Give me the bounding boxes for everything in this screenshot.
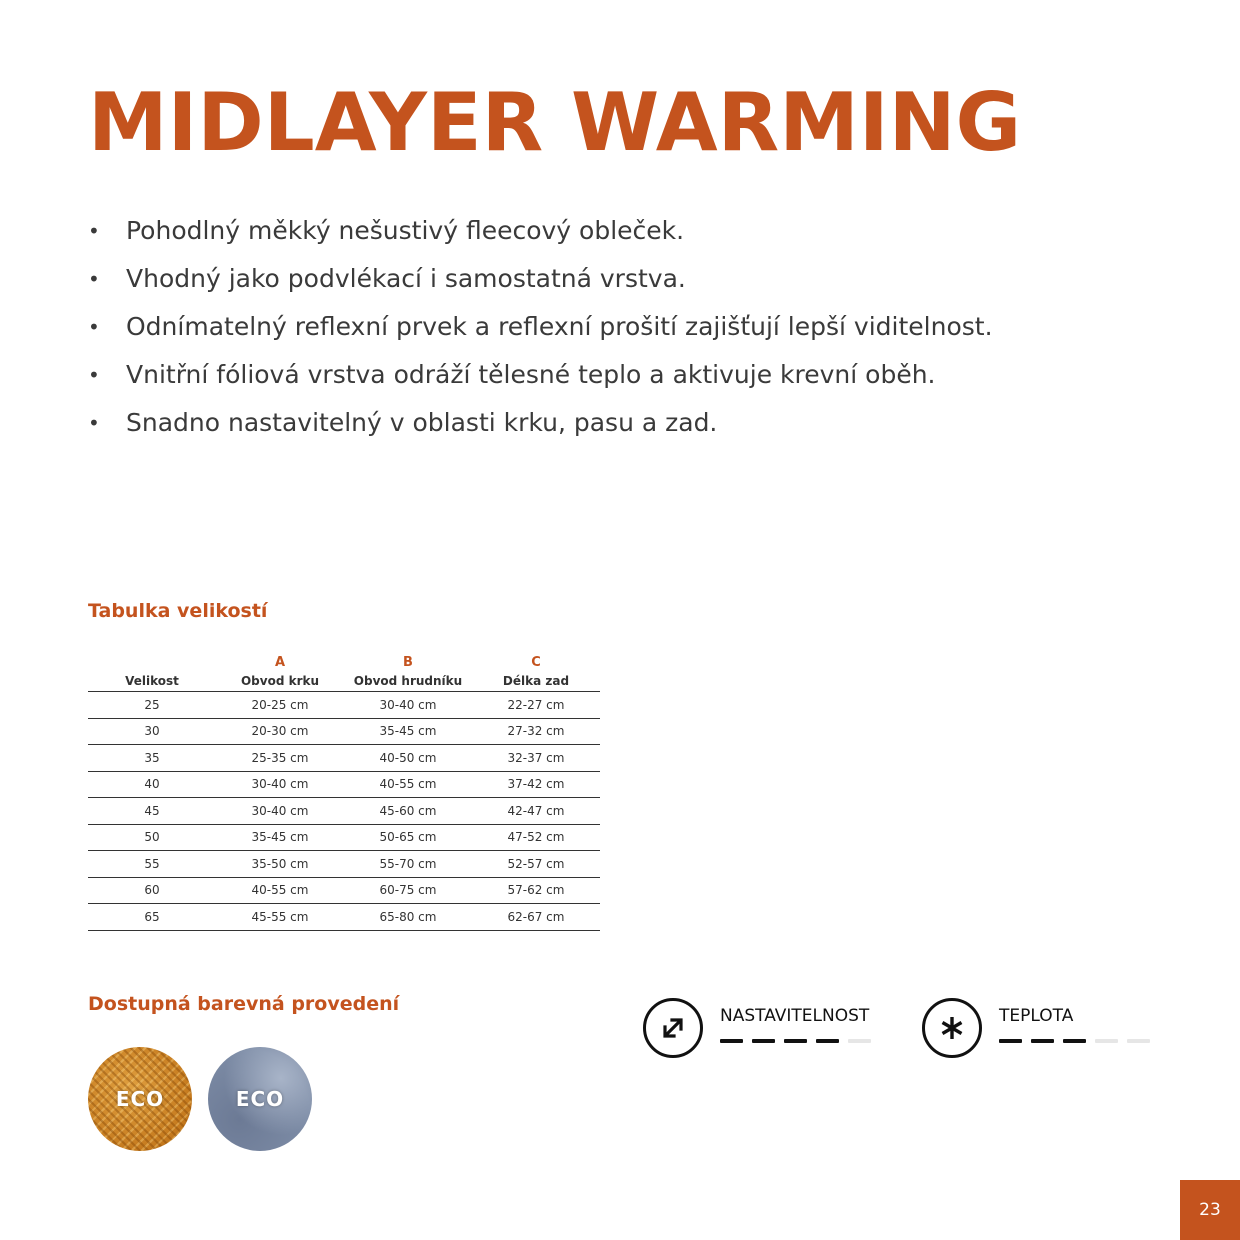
table-row: [88, 851, 600, 878]
table-cell: 55: [88, 851, 216, 878]
list-item: • Vhodný jako podvlékací i samostatná vrstva.: [88, 255, 1088, 303]
table-cell: 27-32 cm: [472, 718, 600, 745]
eco-label: ECO: [235, 1087, 285, 1111]
table-row: [88, 718, 600, 745]
table-cell: 22-27 cm: [472, 692, 600, 719]
table-cell: 40: [88, 771, 216, 798]
table-row: [88, 692, 600, 719]
table-cell: 20-30 cm: [216, 718, 344, 745]
table-cell: 40-55 cm: [344, 771, 472, 798]
level-dash-filled: [1031, 1039, 1054, 1043]
list-item: • Pohodlný měkký nešustivý fleecový obleček.: [88, 207, 1088, 255]
table-cell: 30: [88, 718, 216, 745]
table-cell: 60: [88, 877, 216, 904]
color-swatch-grey: [208, 1047, 312, 1151]
table-row: [88, 745, 600, 772]
size-table-title: Tabulka velikostí: [88, 600, 268, 622]
level-dash-filled: [752, 1039, 775, 1043]
table-cell: 57-62 cm: [472, 877, 600, 904]
table-cell: 25-35 cm: [216, 745, 344, 772]
table-cell: 47-52 cm: [472, 824, 600, 851]
table-row: [88, 798, 600, 825]
list-item: • Snadno nastavitelný v oblasti krku, pasu a zad.: [88, 399, 1088, 447]
feature-list: [88, 207, 1088, 447]
table-cell: 20-25 cm: [216, 692, 344, 719]
table-cell: 40-55 cm: [216, 877, 344, 904]
column-letter: C: [531, 655, 541, 670]
table-cell: 30-40 cm: [344, 692, 472, 719]
level-dash-filled: [816, 1039, 839, 1043]
column-letter: [88, 650, 216, 670]
level-indicator: [720, 1039, 871, 1043]
table-cell: 50-65 cm: [344, 824, 472, 851]
level-dash-filled: [999, 1039, 1022, 1043]
feature-label: TEPLOTA: [999, 1006, 1074, 1026]
table-row: [88, 877, 600, 904]
table-cell: 35-45 cm: [216, 824, 344, 851]
table-cell: 62-67 cm: [472, 904, 600, 931]
table-cell: 42-47 cm: [472, 798, 600, 825]
table-row: [88, 824, 600, 851]
page-title: MIDLAYER WARMING: [88, 76, 1022, 169]
table-cell: 32-37 cm: [472, 745, 600, 772]
color-swatch-orange: [88, 1047, 192, 1151]
table-cell: 35-45 cm: [344, 718, 472, 745]
snowflake-icon: [922, 998, 982, 1058]
list-item: • Odnímatelný reflexní prvek a reflexní prošití zajišťují lepší viditelnost.: [88, 303, 1088, 351]
colors-title: Dostupná barevná provedení: [88, 993, 400, 1015]
table-cell: 30-40 cm: [216, 798, 344, 825]
page-number: 23: [1180, 1180, 1240, 1240]
table-cell: 30-40 cm: [216, 771, 344, 798]
column-header: Obvod krku: [216, 670, 344, 692]
size-table: [88, 650, 600, 931]
level-dash-filled: [784, 1039, 807, 1043]
table-cell: 37-42 cm: [472, 771, 600, 798]
table-cell: 35-50 cm: [216, 851, 344, 878]
table-cell: 60-75 cm: [344, 877, 472, 904]
table-cell: 45-55 cm: [216, 904, 344, 931]
level-indicator: [999, 1039, 1150, 1043]
table-cell: 65: [88, 904, 216, 931]
column-header: Velikost: [88, 670, 216, 692]
column-header: Délka zad: [472, 670, 600, 692]
eco-label: ECO: [115, 1087, 165, 1111]
table-cell: 52-57 cm: [472, 851, 600, 878]
column-letter: A: [274, 655, 286, 670]
table-cell: 50: [88, 824, 216, 851]
column-letter: B: [403, 655, 413, 670]
resize-arrows-icon: [643, 998, 703, 1058]
level-dash-filled: [720, 1039, 743, 1043]
level-dash-empty: [1095, 1039, 1118, 1043]
level-dash-empty: [1127, 1039, 1150, 1043]
table-cell: 65-80 cm: [344, 904, 472, 931]
list-item: • Vnitřní fóliová vrstva odráží tělesné teplo a aktivuje krevní oběh.: [88, 351, 1088, 399]
table-cell: 40-50 cm: [344, 745, 472, 772]
level-dash-filled: [1063, 1039, 1086, 1043]
table-row: [88, 771, 600, 798]
table-cell: 45-60 cm: [344, 798, 472, 825]
table-cell: 55-70 cm: [344, 851, 472, 878]
table-row: [88, 904, 600, 931]
column-header: Obvod hrudníku: [344, 670, 472, 692]
level-dash-empty: [848, 1039, 871, 1043]
table-cell: 25: [88, 692, 216, 719]
table-cell: 45: [88, 798, 216, 825]
table-cell: 35: [88, 745, 216, 772]
feature-label: NASTAVITELNOST: [720, 1006, 870, 1026]
